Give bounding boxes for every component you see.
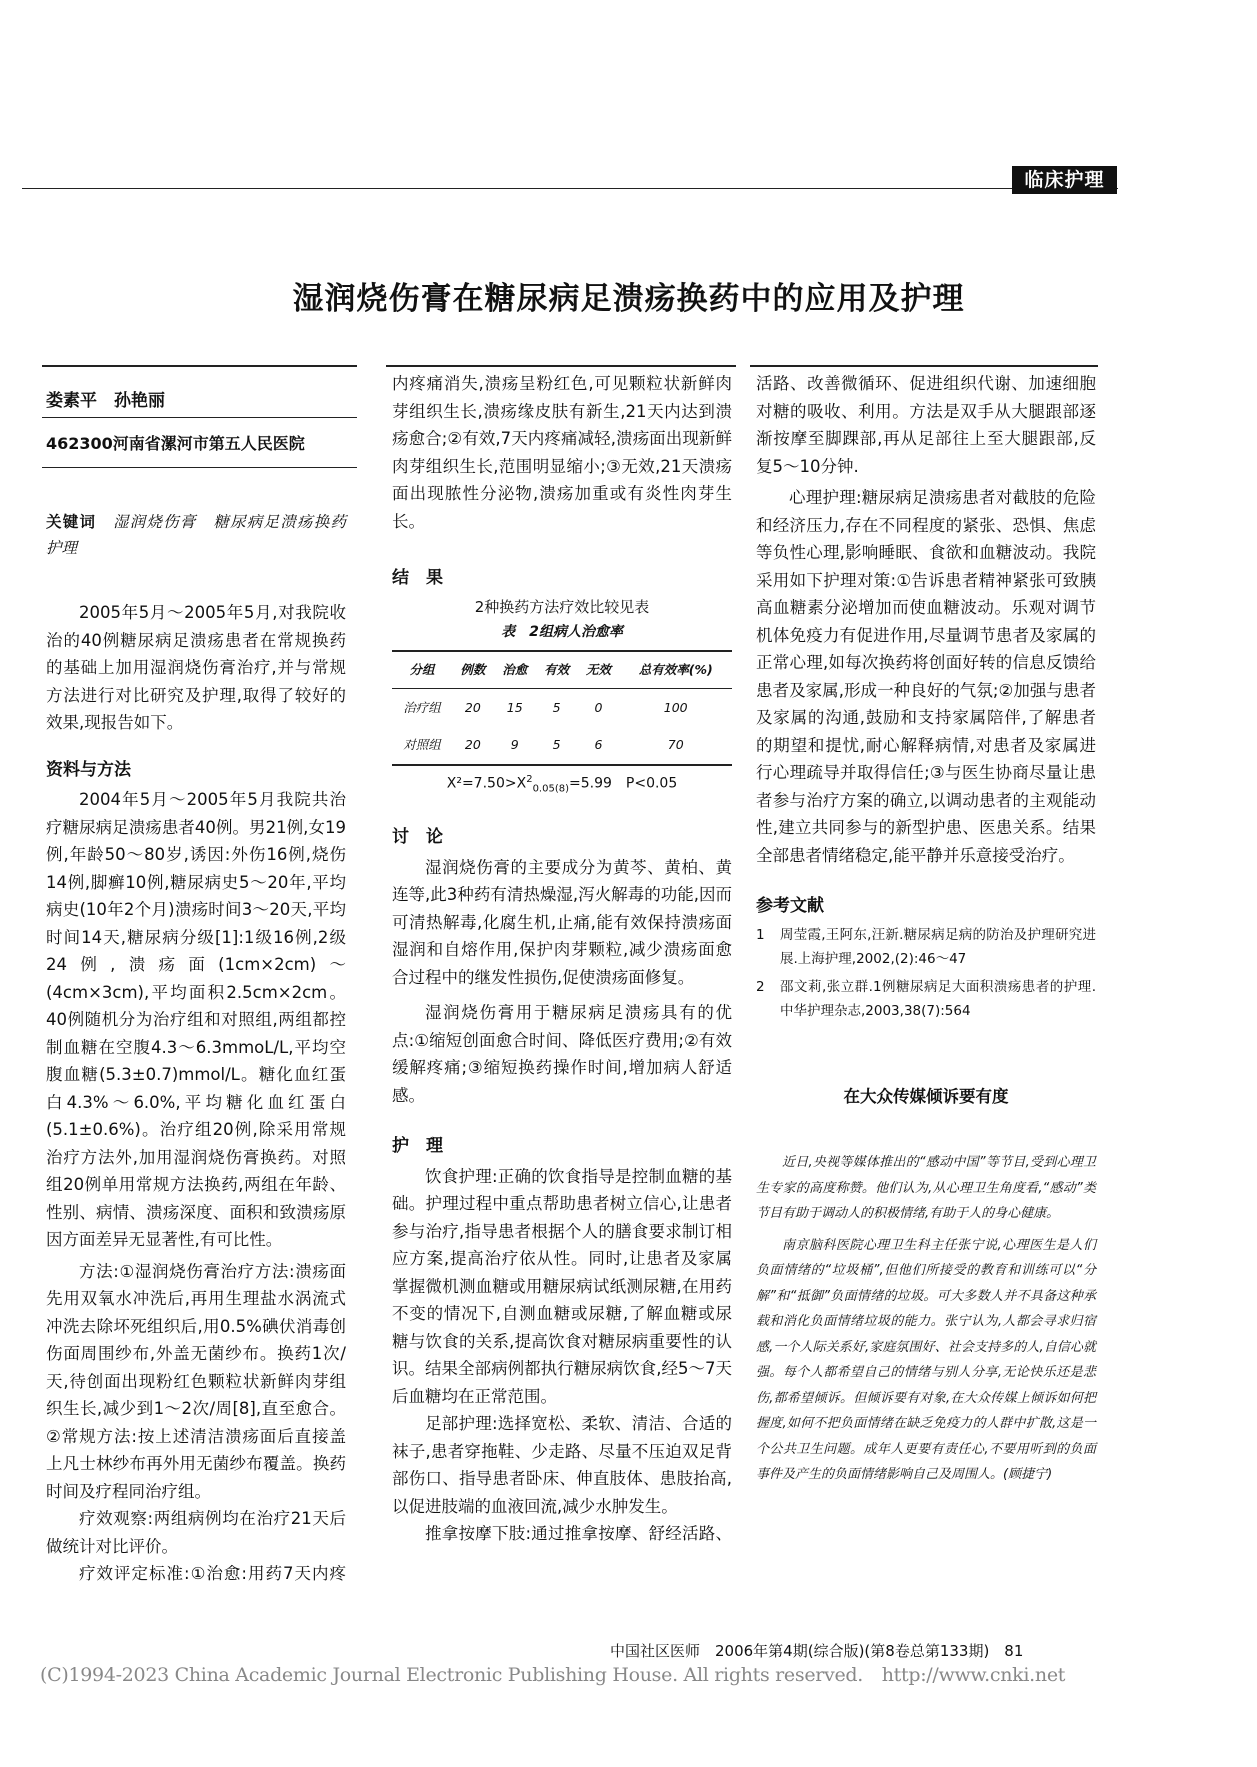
reference-text: 邵文莉,张立群.1例糖尿病足大面积溃疡患者的护理.中华护理杂志,2003,38(7):564: [780, 978, 1096, 1019]
column-right: [756, 370, 1096, 1488]
table-row: [392, 726, 732, 765]
formula-sup: 2: [526, 773, 533, 785]
table-header-cell: 分组: [392, 651, 452, 688]
methods-paragraph-1: 2004年5月～2005年5月我院共治疗糖尿病足溃疡患者40例。男21例,女19例,年龄50～80岁,诱因:外伤16例,烧伤14例,脚癣10例,糖尿病史5～20年,平均病史(10年2个月)溃疡时间3～20天,平均时间14天,糖尿病分级[1]:1级16例,2级24例,溃疡面(1cm×2cm)～(4cm×3cm),平均面积2.5cm×2cm。40例随机分为治疗组和对照组,两组都控制血糖在空腹4.3～6.3mmoL/L,平均空腹血糖(5.3±0.7)mmol/L。糖化血红蛋白4.3%～6.0%,平均糖化血红蛋白(5.1±0.6%)。治疗组20例,除采用常规治疗方法外,加用湿润烧伤膏换药。对照组20例单用常规方法换药,两组在年龄、性别、病情、溃疡深度、面积和致溃疡原因方面差异无显著性,有可比性。: [46, 790, 346, 1249]
results-table: [392, 650, 732, 766]
methods-paragraph-4-cont: 内疼痛消失,溃疡呈粉红色,可见颗粒状新鲜肉芽组织生长,溃疡缘皮肤有新生,21天内达到溃疡愈合;②有效,7天内疼痛减轻,溃疡面出现新鲜肉芽组织生长,范围明显缩小;③无效,21天溃疡面出现脓性分泌物,溃疡加重或有炎性肉芽生长。: [392, 374, 732, 531]
references-heading: 参考文献: [756, 896, 824, 916]
chi-square-formula: [392, 766, 732, 803]
table-cell: 0: [594, 699, 603, 715]
affiliation: 462300河南省漯河市第五人民医院: [46, 433, 305, 453]
methods-paragraph-2: 方法:①湿润烧伤膏治疗方法:溃疡面先用双氧水冲洗后,再用生理盐水涡流式冲洗去除坏死组织后,用0.5%碘伏消毒创伤面周围纱布,外盖无菌纱布。换药1次/天,待创面出现粉红色颗粒状新鲜肉芽组织生长,减少到1～2次/周[8],直至愈合。②常规方法:按上述清洁溃疡面后直接盖上凡士林纱布再外用无菌纱布覆盖。换药时间及疗程同治疗组。: [46, 1261, 346, 1501]
formula-rest: =5.99 P<0.05: [569, 775, 678, 792]
table-header-cell: 有效: [536, 651, 578, 688]
table-cell: 5: [536, 726, 578, 765]
nursing-paragraph-2: 足部护理:选择宽松、柔软、清洁、合适的袜子,患者穿拖鞋、少走路、尽量不压迫双足背部伤口、指导患者卧床、伸直肢体、患肢抬高,以促进肢端的血液回流,减少水肿发生。: [392, 1414, 732, 1516]
author-rule-mid: [42, 417, 357, 418]
sidebar-paragraph-2: 南京脑科医院心理卫生科主任张宁说,心理医生是人们负面情绪的“垃圾桶”,但他们所接受的教育和训练可以“分解”和“抵御”负面情绪的垃圾。可大多数人并不具备这种承载和消化负面情绪垃圾的能力。张宁认为,人都会寻求归宿感,一个人际关系好,家庭氛围好、社会支持多的人,自信心就强。每个人都希望自己的情绪与别人分享,无论快乐还是悲伤,都希望倾诉。但倾诉要有对象,在大众传媒上倾诉如何把握度,如何不把负面情绪在缺乏免疫力的人群中扩散,这是一个公共卫生问题。成年人更要有责任心,不要用听到的负面事件及产生的负面情绪影响自己及周围人。(顾捷宁): [756, 1237, 1096, 1482]
reference-item: [756, 975, 1096, 1023]
reference-item: [756, 923, 1096, 971]
article-title: 湿润烧伤膏在糖尿病足溃疡换药中的应用及护理: [292, 281, 965, 317]
discussion-paragraph-1: 湿润烧伤膏的主要成分为黄芩、黄柏、黄连等,此3种药有清热燥湿,泻火解毒的功能,因而可清热解毒,化腐生机,止痛,能有效保持溃疡面湿润和自熔作用,保护肉芽颗粒,减少溃疡面愈合过程中的继发性损伤,促使溃疡面修复。: [392, 857, 732, 987]
table-row: [392, 688, 732, 726]
table-header-cell: 例数: [452, 651, 494, 688]
column-rule-top: [386, 365, 736, 367]
table-header-cell: 治愈: [494, 651, 536, 688]
table-cell: 20: [452, 726, 494, 765]
nursing-paragraph-4: 心理护理:糖尿病足溃疡患者对截肢的危险和经济压力,存在不同程度的紧张、恐惧、焦虑等负性心理,影响睡眠、食欲和血糖波动。我院采用如下护理对策:①告诉患者精神紧张可致胰高血糖素分泌增加而使血糖波动。乐观对调节机体免疫力有促进作用,尽量调节患者及家属的正常心理,如每次换药将创面好转的信息反馈给患者及家属,形成一种良好的气氛;②加强与患者及家属的沟通,鼓励和支持家属陪伴,了解患者的期望和提忧,耐心解释病情,对患者及家属进行心理疏导并取得信任;③与医生协商尽量让患者参与治疗方案的确立,以调动患者的主观能动性,建立共同参与的新型护患、医患关系。结果全部患者情绪稳定,能平静并乐意接受治疗。: [756, 488, 1096, 865]
author-rule-bottom: [42, 467, 357, 468]
section-tag: 临床护理: [1012, 166, 1117, 194]
keywords-label: 关键词: [46, 513, 97, 531]
table-cell: 9: [494, 726, 536, 765]
results-heading: 结 果: [392, 568, 443, 588]
sidebar-article-body: [756, 1150, 1096, 1488]
table-title: 表 2组病人治愈率: [501, 623, 623, 640]
table-cell: 对照组: [392, 726, 452, 765]
methods-heading: 资料与方法: [46, 759, 131, 780]
keywords: 湿润烧伤膏 糖尿病足溃疡换药 护理: [46, 513, 362, 557]
keywords-block: [46, 509, 362, 561]
formula-sub: 0.05(8): [532, 782, 569, 794]
page-footer: 中国社区医师 2006年第4期(综合版)(第8卷总第133期) 81: [610, 1642, 1024, 1660]
nursing-paragraph-3: 推拿按摩下肢:通过推拿按摩、舒经活路、: [425, 1524, 732, 1544]
table-cell: 5: [552, 699, 561, 715]
table-cell: 6: [578, 726, 620, 765]
references-list: [756, 923, 1096, 1023]
nursing-paragraph-3-cont: 活路、改善微循环、促进组织代谢、加速细胞对糖的吸收、利用。方法是双手从大腿跟部逐渐按摩至脚踝部,再从足部往上至大腿跟部,反复5～10分钟.: [756, 374, 1096, 476]
table-header-cell: 无效: [578, 651, 620, 688]
column-middle: [392, 370, 732, 1547]
table-header-cell: 总有效率(%): [619, 651, 732, 688]
column-left: [46, 370, 362, 1587]
reference-number: 1: [756, 926, 765, 943]
authors: 娄素平 孙艳丽: [46, 391, 165, 411]
methods-paragraph-3: 疗效观察:两组病例均在治疗21天后做统计对比评价。: [46, 1509, 346, 1556]
sidebar-article-title: 在大众传媒倾诉要有度: [843, 1086, 1009, 1106]
discussion-paragraph-2: 湿润烧伤膏用于糖尿病足溃疡具有的优点:①缩短创面愈合时间、降低医疗费用;②有效缓解疼痛;③缩短换药操作时间,增加病人舒适感。: [392, 1003, 732, 1105]
copyright-line: (C)1994-2023 China Academic Journal Electronic Publishing House. All rights reserved. http://www.cnki.net: [40, 1664, 1066, 1686]
methods-paragraph-4: 疗效评定标准:①治愈:用药7天内疼: [79, 1564, 346, 1583]
column-rule-top-right: [750, 365, 1098, 367]
nursing-paragraph-1: 饮食护理:正确的饮食指导是控制血糖的基础。护理过程中重点帮助患者树立信心,让患者参与治疗,指导患者根据个人的膳食要求制订相应方案,提高治疗依从性。同时,让患者及家属掌握微机测血糖或用糖尿病试纸测尿糖,在用药不变的情况下,自测血糖或尿糖,了解血糖或尿糖与饮食的关系,提高饮食对糖尿病重要性的认识。结果全部病例都执行糖尿病饮食,经5～7天后血糖均在正常范围。: [392, 1166, 732, 1406]
header-rule: [22, 188, 1118, 189]
formula-main: X²=7.50>X: [446, 775, 527, 792]
nursing-heading: 护 理: [392, 1136, 443, 1157]
table-cell: 15: [506, 699, 523, 715]
reference-text: 周莹霞,王阿东,汪新.糖尿病足病的防治及护理研究进展.上海护理,2002,(2):46～47: [780, 926, 1096, 967]
table-cell: 100: [663, 699, 688, 715]
discussion-heading: 讨 论: [392, 827, 443, 848]
author-rule-top: [42, 365, 357, 367]
table-header-row: [392, 651, 732, 688]
sidebar-paragraph-1: 近日,央视等媒体推出的“感动中国”等节目,受到心理卫生专家的高度称赞。他们认为,从心理卫生角度看,“感动”类节目有助于调动人的积极情绪,有助于人的身心健康。: [756, 1155, 1096, 1221]
intro-paragraph: 2005年5月～2005年5月,对我院收治的40例糖尿病足溃疡患者在常规换药的基础上加用湿润烧伤膏治疗,并与常规方法进行对比研究及护理,取得了较好的效果,现报告如下。: [46, 603, 346, 732]
table-cell: 治疗组: [403, 699, 441, 715]
table-cell: 70: [619, 726, 732, 765]
reference-number: 2: [756, 978, 765, 995]
results-caption: 2种换药方法疗效比较见表: [474, 597, 650, 616]
table-cell: 20: [464, 699, 481, 715]
